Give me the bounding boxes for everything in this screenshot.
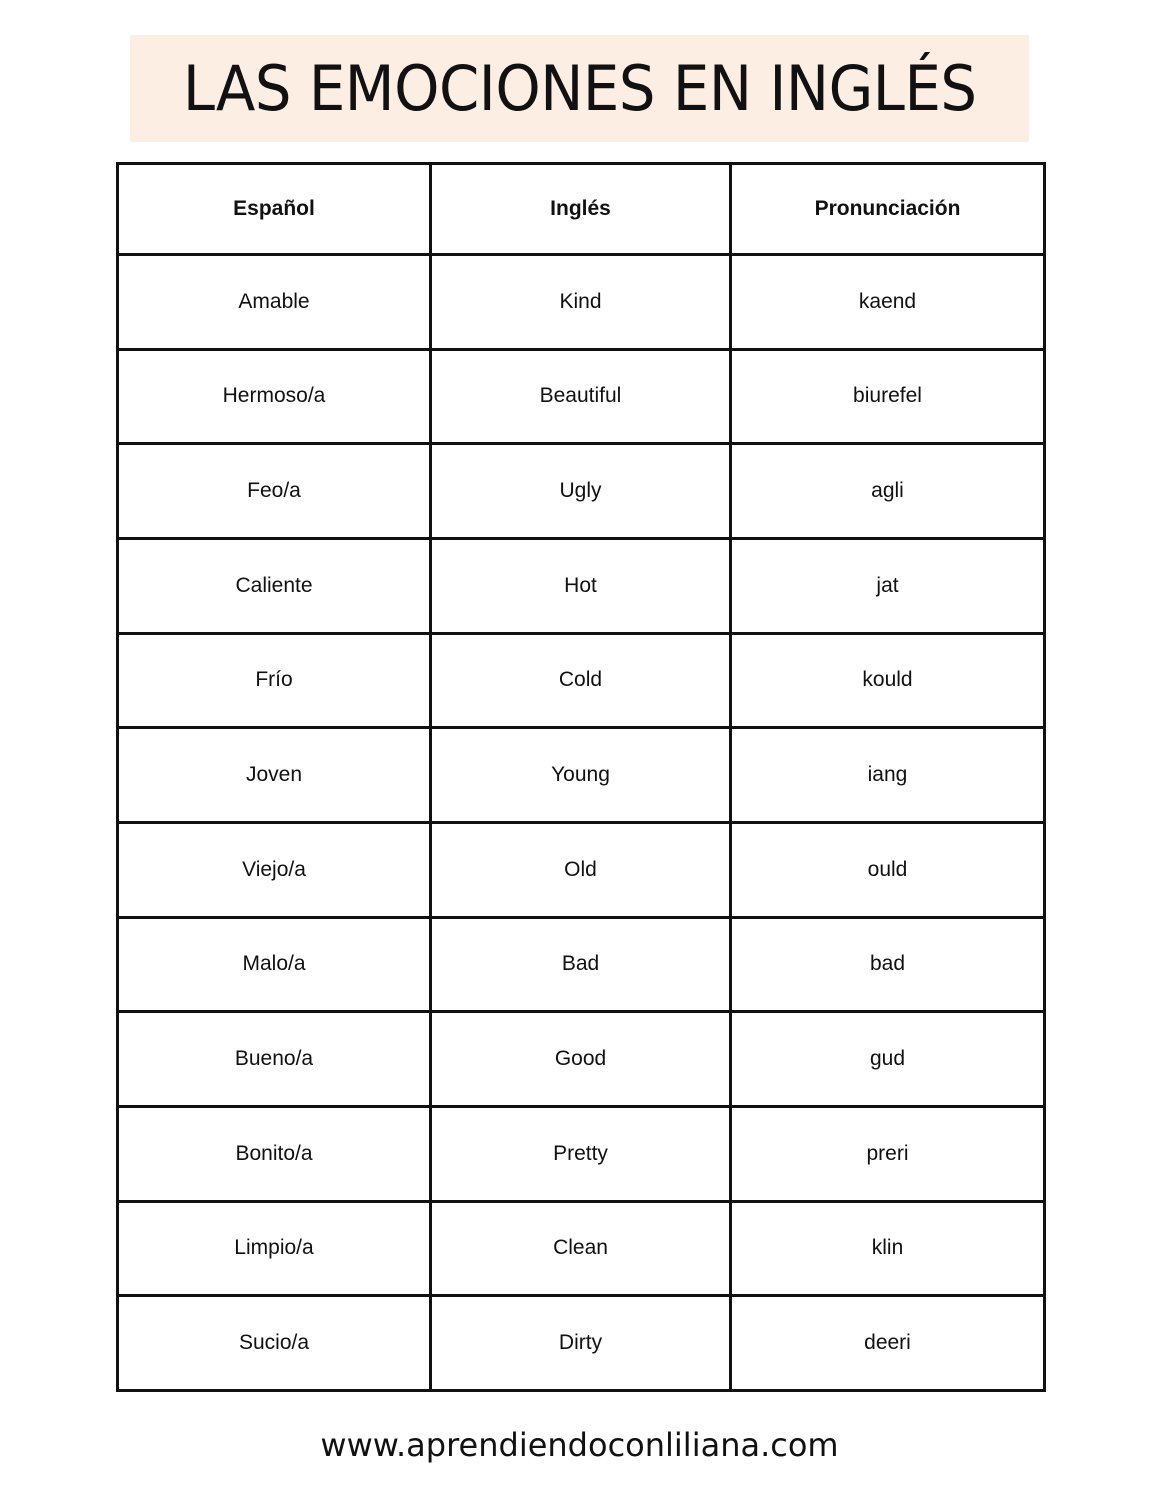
- cell-spanish: Limpio/a: [118, 1201, 431, 1296]
- cell-pronunciation: agli: [731, 444, 1045, 539]
- table-row: [118, 349, 1045, 444]
- table-row: [118, 1012, 1045, 1107]
- cell-spanish: Frío: [118, 633, 431, 728]
- cell-english: Hot: [431, 538, 731, 633]
- cell-english: Ugly: [431, 444, 731, 539]
- cell-pronunciation: deeri: [731, 1296, 1045, 1391]
- cell-spanish: Viejo/a: [118, 822, 431, 917]
- header-english: Inglés: [431, 164, 731, 255]
- table-row: [118, 917, 1045, 1012]
- table-row: [118, 1296, 1045, 1391]
- cell-english: Good: [431, 1012, 731, 1107]
- cell-spanish: Sucio/a: [118, 1296, 431, 1391]
- cell-pronunciation: kould: [731, 633, 1045, 728]
- cell-spanish: Hermoso/a: [118, 349, 431, 444]
- cell-pronunciation: kaend: [731, 255, 1045, 350]
- table-header-row: [118, 164, 1045, 255]
- table-row: [118, 255, 1045, 350]
- table-row: [118, 728, 1045, 823]
- cell-spanish: Bueno/a: [118, 1012, 431, 1107]
- cell-pronunciation: biurefel: [731, 349, 1045, 444]
- cell-english: Bad: [431, 917, 731, 1012]
- cell-spanish: Malo/a: [118, 917, 431, 1012]
- vocabulary-table: [116, 162, 1046, 1392]
- cell-pronunciation: iang: [731, 728, 1045, 823]
- cell-english: Young: [431, 728, 731, 823]
- cell-pronunciation: preri: [731, 1106, 1045, 1201]
- table-row: [118, 822, 1045, 917]
- cell-english: Old: [431, 822, 731, 917]
- cell-english: Beautiful: [431, 349, 731, 444]
- header-spanish: Español: [118, 164, 431, 255]
- cell-spanish: Amable: [118, 255, 431, 350]
- cell-pronunciation: klin: [731, 1201, 1045, 1296]
- cell-spanish: Feo/a: [118, 444, 431, 539]
- cell-pronunciation: jat: [731, 538, 1045, 633]
- cell-english: Dirty: [431, 1296, 731, 1391]
- cell-pronunciation: bad: [731, 917, 1045, 1012]
- page-title: LAS EMOCIONES EN INGLÉS: [182, 51, 977, 125]
- table-row: [118, 1106, 1045, 1201]
- cell-pronunciation: gud: [731, 1012, 1045, 1107]
- cell-english: Clean: [431, 1201, 731, 1296]
- title-banner: [130, 35, 1029, 142]
- table-row: [118, 538, 1045, 633]
- cell-spanish: Joven: [118, 728, 431, 823]
- cell-english: Cold: [431, 633, 731, 728]
- table-row: [118, 1201, 1045, 1296]
- cell-english: Kind: [431, 255, 731, 350]
- table-row: [118, 444, 1045, 539]
- cell-english: Pretty: [431, 1106, 731, 1201]
- cell-spanish: Caliente: [118, 538, 431, 633]
- header-pronunciation: Pronunciación: [731, 164, 1045, 255]
- table-row: [118, 633, 1045, 728]
- cell-pronunciation: ould: [731, 822, 1045, 917]
- cell-spanish: Bonito/a: [118, 1106, 431, 1201]
- footer-website-url: www.aprendiendoconliliana.com: [320, 1426, 839, 1464]
